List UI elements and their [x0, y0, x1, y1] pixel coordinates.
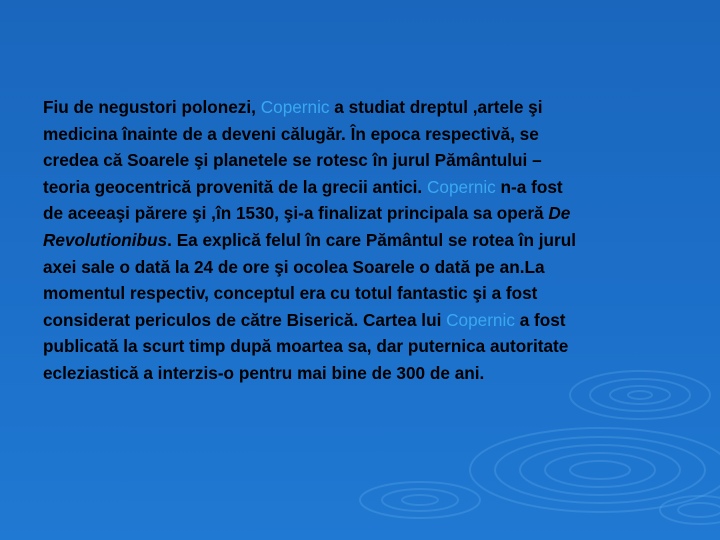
text-line: [43, 254, 683, 281]
text-segment: a studiat dreptul ,artele şi: [329, 97, 543, 117]
text-segment: medicina înainte de a deveni călugăr. În epoca respectivă, se: [43, 123, 539, 144]
text-line: [43, 280, 683, 307]
text-line: [43, 227, 683, 254]
text-segment: credea că Soarele şi planetele se rotesc în jurul Pământului –: [43, 150, 542, 171]
text-segment: teoria geocentrică provenită de la grecii antici.: [43, 176, 427, 197]
text-segment: axei sale o dată la 24 de ore şi ocolea Soarele o dată pe an.La: [43, 256, 545, 277]
text-line: [43, 360, 683, 387]
text-line: [43, 307, 683, 334]
text-line: [43, 94, 683, 121]
text-segment: momentul respectiv, conceptul era cu totul fantastic şi a fost: [43, 283, 538, 304]
text-segment: Fiu de negustori polonezi,: [43, 97, 261, 117]
text-line: [43, 121, 683, 148]
italic-title: De: [548, 203, 571, 224]
text-line: [43, 147, 683, 174]
text-segment: . Ea explică felul în care Pământul se rotea în jurul: [167, 229, 576, 250]
text-segment: publicată la scurt timp după moartea sa, dar puternica autoritate: [43, 336, 569, 357]
italic-title: Revolutionibus: [43, 229, 168, 250]
text-segment: a fost: [514, 309, 566, 330]
text-segment: considerat periculos de către Biserică. Cartea lui: [43, 309, 447, 330]
highlighted-name: Copernic: [426, 176, 496, 197]
highlighted-name: Copernic: [260, 97, 330, 117]
highlighted-name: Copernic: [446, 309, 515, 330]
text-line: [43, 333, 683, 360]
text-line: [43, 174, 683, 201]
text-segment: de aceeaşi părere şi ,în 1530, şi-a finalizat principala sa operă: [43, 203, 549, 224]
text-segment: ecleziastică a interzis-o pentru mai bine de 300 de ani.: [43, 362, 485, 383]
slide-body-text: [43, 94, 683, 387]
text-segment: n-a fost: [495, 176, 563, 197]
text-line: [43, 200, 683, 227]
